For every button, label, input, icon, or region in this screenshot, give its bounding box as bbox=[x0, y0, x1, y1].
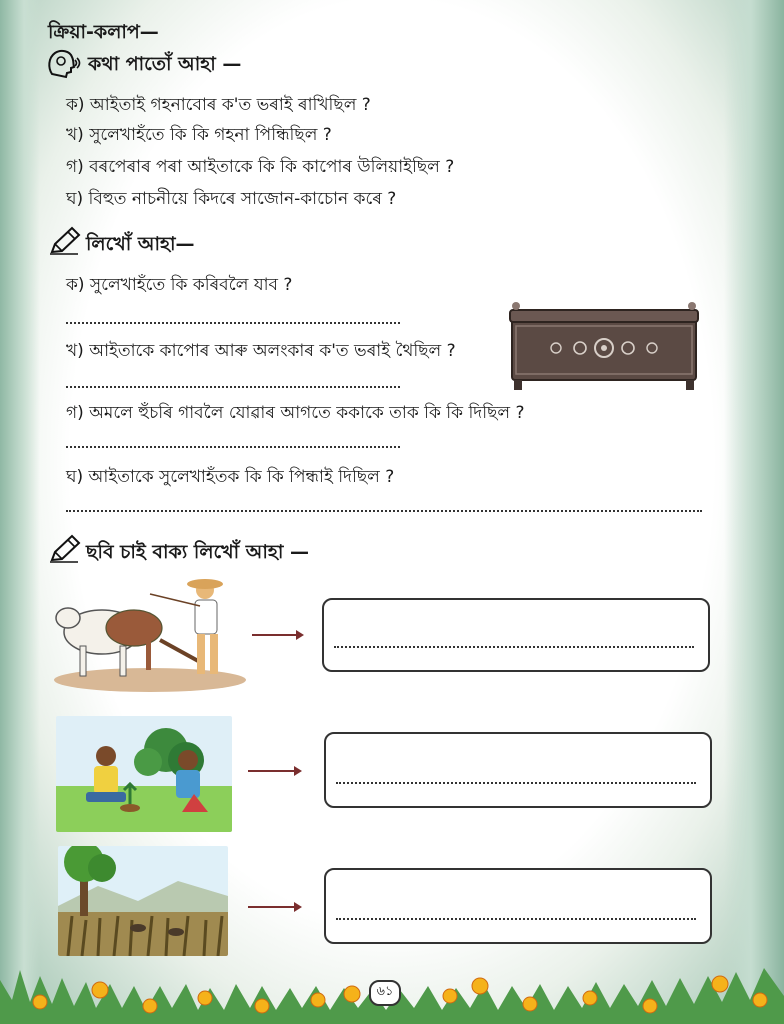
section-title: ক্ৰিয়া-কলাপ— bbox=[48, 21, 159, 43]
answer-line-c[interactable] bbox=[66, 446, 400, 448]
wooden-chest-illustration bbox=[506, 300, 702, 392]
pencil-icon bbox=[48, 226, 82, 256]
speaking-heading: কথা পাতোঁ আহা — bbox=[88, 53, 242, 75]
answer-line-d[interactable] bbox=[66, 510, 702, 512]
picture-sentences-heading: ছবি চাই বাক্য লিখোঁ আহা — bbox=[86, 541, 309, 563]
writing-question-a: ক) সুলেখাহঁতে কি কৰিবলৈ যাব ? bbox=[66, 275, 293, 295]
answer-box-3[interactable] bbox=[324, 868, 712, 944]
arrow-icon bbox=[248, 770, 300, 772]
answer-line-b[interactable] bbox=[66, 386, 400, 388]
answer-box-2[interactable] bbox=[324, 732, 712, 808]
page-number: ৬১ bbox=[369, 980, 401, 1006]
speaking-question-a: ক) আইতাই গহনাবোৰ ক'ত ভৰাই ৰাখিছিল ? bbox=[66, 95, 371, 115]
arrow-icon bbox=[252, 634, 302, 636]
speaking-question-c: গ) বৰপেৰাৰ পৰা আইতাকে কি কি কাপোৰ উলিয়াইছিল ? bbox=[66, 157, 455, 177]
answer-line-a[interactable] bbox=[66, 322, 400, 324]
answer-box-1[interactable] bbox=[322, 598, 710, 672]
children-planting-picture bbox=[56, 716, 232, 832]
pencil-icon bbox=[48, 534, 82, 564]
paddy-field-birds-picture bbox=[58, 846, 228, 956]
arrow-icon bbox=[248, 906, 300, 908]
writing-question-d: ঘ) আইতাকে সুলেখাহঁতক কি কি পিন্ধাই দিছিল ? bbox=[66, 467, 395, 487]
speaking-head-icon bbox=[46, 48, 82, 80]
writing-question-b: খ) আইতাকে কাপোৰ আৰু অলংকাৰ ক'ত ভৰাই থৈছিল ? bbox=[66, 341, 456, 361]
right-border-decoration bbox=[724, 0, 784, 1024]
left-border-decoration bbox=[0, 0, 40, 1024]
writing-question-c: গ) অমলে হুঁচৰি গাবলৈ যোৱাৰ আগতে ককাকে তাক কি কি দিছিল ? bbox=[66, 403, 525, 423]
speaking-question-d: ঘ) বিহুত নাচনীয়ে কিদৰে সাজোন-কাচোন কৰে ? bbox=[66, 189, 397, 209]
farmer-ploughing-picture bbox=[50, 570, 246, 694]
writing-heading: লিখোঁ আহা— bbox=[86, 233, 195, 255]
speaking-question-b: খ) সুলেখাহঁতে কি কি গহনা পিন্ধিছিল ? bbox=[66, 125, 332, 145]
